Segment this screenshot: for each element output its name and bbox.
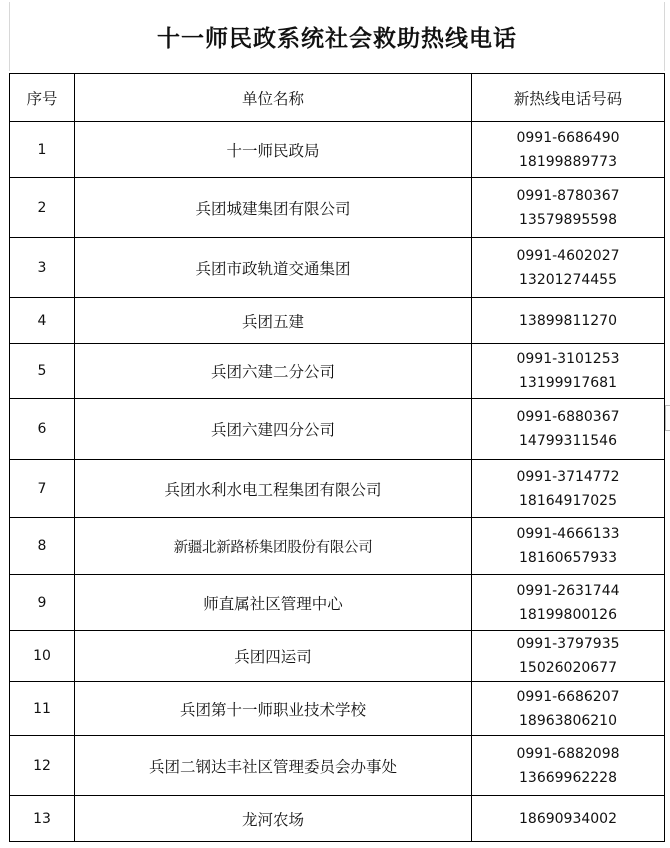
- unit-name: 兵团五建: [75, 298, 472, 344]
- row-index: 11: [10, 682, 75, 736]
- row-index: 4: [10, 298, 75, 344]
- phone-number: 14799311546: [519, 433, 617, 449]
- phone-number: 13669962228: [519, 769, 617, 786]
- phone-number: 0991-8780367: [516, 187, 620, 204]
- hotline-table: [9, 73, 665, 842]
- table-row: [10, 518, 665, 575]
- phone-number: 0991-4602027: [516, 247, 620, 264]
- table-row: [10, 682, 665, 736]
- row-index: 10: [10, 631, 75, 682]
- row-index: 12: [10, 736, 75, 796]
- table-row: [10, 344, 665, 399]
- phone-number: 0991-3714772: [516, 468, 620, 485]
- phone-cell: [472, 344, 665, 399]
- title-box: [9, 2, 665, 71]
- table-row: [10, 298, 665, 344]
- phone-number: 13899811270: [519, 312, 617, 329]
- header-row: [10, 74, 665, 122]
- page-title: 十一师民政系统社会救助热线电话: [157, 26, 517, 52]
- unit-name: 兵团二钢达丰社区管理委员会办事处: [75, 736, 472, 796]
- table-row: [10, 460, 665, 518]
- phone-cell: [472, 682, 665, 736]
- phone-cell: [472, 178, 665, 238]
- phone-number: 0991-6880367: [516, 409, 620, 425]
- table-row: [10, 399, 665, 460]
- row-index: 9: [10, 575, 75, 631]
- unit-name: 兵团水利水电工程集团有限公司: [75, 460, 472, 518]
- unit-name: 兵团四运司: [75, 631, 472, 682]
- phone-number: 13579895598: [519, 211, 617, 228]
- phone-cell: [472, 575, 665, 631]
- table-row: [10, 238, 665, 298]
- phone-cell: [472, 238, 665, 298]
- phone-number: 0991-6882098: [516, 745, 620, 762]
- phone-cell: [472, 460, 665, 518]
- phone-number: 0991-3101253: [516, 351, 620, 367]
- phone-number: 18963806210: [519, 712, 617, 729]
- row-index: 5: [10, 344, 75, 399]
- table-row: [10, 575, 665, 631]
- row-index: 3: [10, 238, 75, 298]
- phone-cell: [472, 631, 665, 682]
- phone-number: 0991-2631744: [516, 582, 620, 599]
- phone-cell: [472, 298, 665, 344]
- phone-number: 13199917681: [519, 375, 617, 391]
- unit-name: 龙河农场: [75, 796, 472, 842]
- table-row: [10, 796, 665, 842]
- phone-number: 18199889773: [519, 153, 617, 170]
- row-index: 6: [10, 399, 75, 460]
- row-index: 2: [10, 178, 75, 238]
- row-index: 7: [10, 460, 75, 518]
- scroll-edge-marker: [665, 405, 670, 431]
- table-row: [10, 178, 665, 238]
- phone-number: 18160657933: [519, 550, 617, 566]
- phone-number: 13201274455: [519, 271, 617, 288]
- phone-number: 0991-3797935: [516, 636, 620, 652]
- unit-name: 十一师民政局: [75, 122, 472, 178]
- unit-name: 兵团第十一师职业技术学校: [75, 682, 472, 736]
- phone-number: 18690934002: [519, 810, 617, 827]
- phone-cell: [472, 518, 665, 575]
- unit-name: 师直属社区管理中心: [75, 575, 472, 631]
- unit-name: 兵团城建集团有限公司: [75, 178, 472, 238]
- unit-name: 兵团六建四分公司: [75, 399, 472, 460]
- phone-number: 18199800126: [519, 606, 617, 623]
- phone-number: 0991-6686207: [516, 688, 620, 705]
- unit-name: 新疆北新路桥集团股份有限公司: [75, 518, 472, 575]
- header-phone: 新热线电话号码: [472, 74, 665, 122]
- table-row: [10, 736, 665, 796]
- table-row: [10, 122, 665, 178]
- header-index: 序号: [10, 74, 75, 122]
- header-unit: 单位名称: [75, 74, 472, 122]
- table-row: [10, 631, 665, 682]
- row-index: 1: [10, 122, 75, 178]
- phone-cell: [472, 399, 665, 460]
- row-index: 8: [10, 518, 75, 575]
- phone-number: 18164917025: [519, 492, 617, 509]
- unit-name: 兵团市政轨道交通集团: [75, 238, 472, 298]
- phone-number: 0991-4666133: [516, 526, 620, 542]
- row-index: 13: [10, 796, 75, 842]
- phone-number: 0991-6686490: [516, 129, 620, 146]
- phone-cell: [472, 122, 665, 178]
- phone-number: 15026020677: [519, 660, 617, 676]
- phone-cell: [472, 736, 665, 796]
- unit-name: 兵团六建二分公司: [75, 344, 472, 399]
- phone-cell: [472, 796, 665, 842]
